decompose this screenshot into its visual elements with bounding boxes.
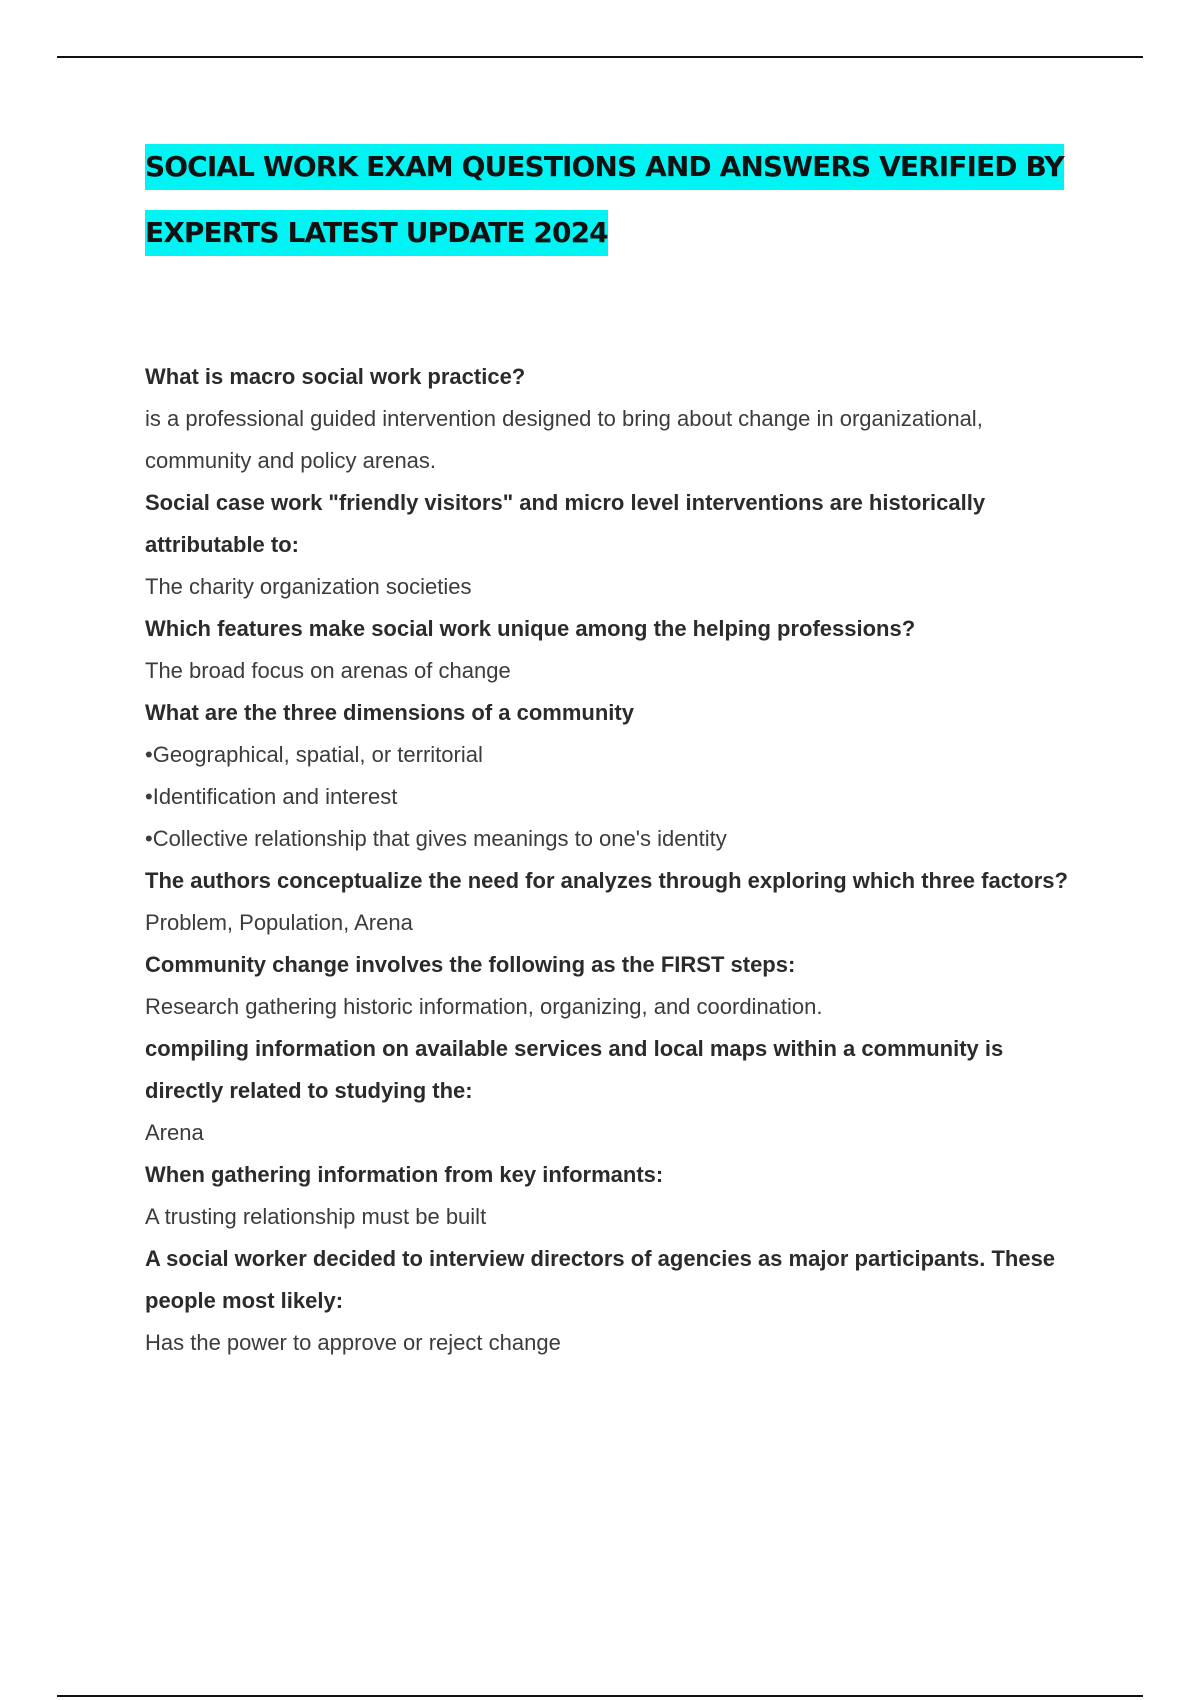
- question: What is macro social work practice?: [145, 364, 526, 389]
- answer-bullet: •Identification and interest: [145, 784, 398, 809]
- question: compiling information on available services and local maps within a community is directly related to studying the:: [145, 1036, 1004, 1103]
- question: Social case work "friendly visitors" and micro level interventions are historically attributable to:: [145, 490, 986, 557]
- answer: The charity organization societies: [145, 574, 472, 599]
- qa-item: [145, 482, 1085, 608]
- question: Which features make social work unique among the helping professions?: [145, 616, 916, 641]
- answer-bullet: •Collective relationship that gives meanings to one's identity: [145, 826, 727, 851]
- answer: Problem, Population, Arena: [145, 910, 413, 935]
- qa-item: [145, 1154, 1085, 1238]
- answer: is a professional guided intervention designed to bring about change in organizational, community and policy arenas.: [145, 406, 983, 473]
- qa-item: [145, 1238, 1085, 1364]
- answer: The broad focus on arenas of change: [145, 658, 511, 683]
- question: The authors conceptualize the need for analyzes through exploring which three factors?: [145, 868, 1068, 893]
- question: A social worker decided to interview directors of agencies as major participants. These people most likely:: [145, 1246, 1056, 1313]
- title-line-1: SOCIAL WORK EXAM QUESTIONS AND ANSWERS VERIFIED BY: [145, 144, 1064, 190]
- answer: Has the power to approve or reject change: [145, 1330, 561, 1355]
- answer: Arena: [145, 1120, 204, 1145]
- answer: A trusting relationship must be built: [145, 1204, 487, 1229]
- answer: Research gathering historic information, organizing, and coordination.: [145, 994, 823, 1019]
- qa-item: [145, 860, 1085, 944]
- document-title: [145, 144, 1075, 276]
- qa-item: [145, 1028, 1085, 1154]
- qa-item: [145, 608, 1085, 692]
- qa-item: [145, 944, 1085, 1028]
- top-rule: [57, 56, 1143, 58]
- qa-list: [145, 356, 1085, 1364]
- question: What are the three dimensions of a community: [145, 700, 634, 725]
- question: When gathering information from key informants:: [145, 1162, 664, 1187]
- question: Community change involves the following as the FIRST steps:: [145, 952, 796, 977]
- bottom-rule: [57, 1695, 1143, 1697]
- qa-item: [145, 356, 1085, 482]
- qa-item: [145, 692, 1085, 860]
- answer-bullet: •Geographical, spatial, or territorial: [145, 742, 483, 767]
- title-line-2: EXPERTS LATEST UPDATE 2024: [145, 210, 608, 256]
